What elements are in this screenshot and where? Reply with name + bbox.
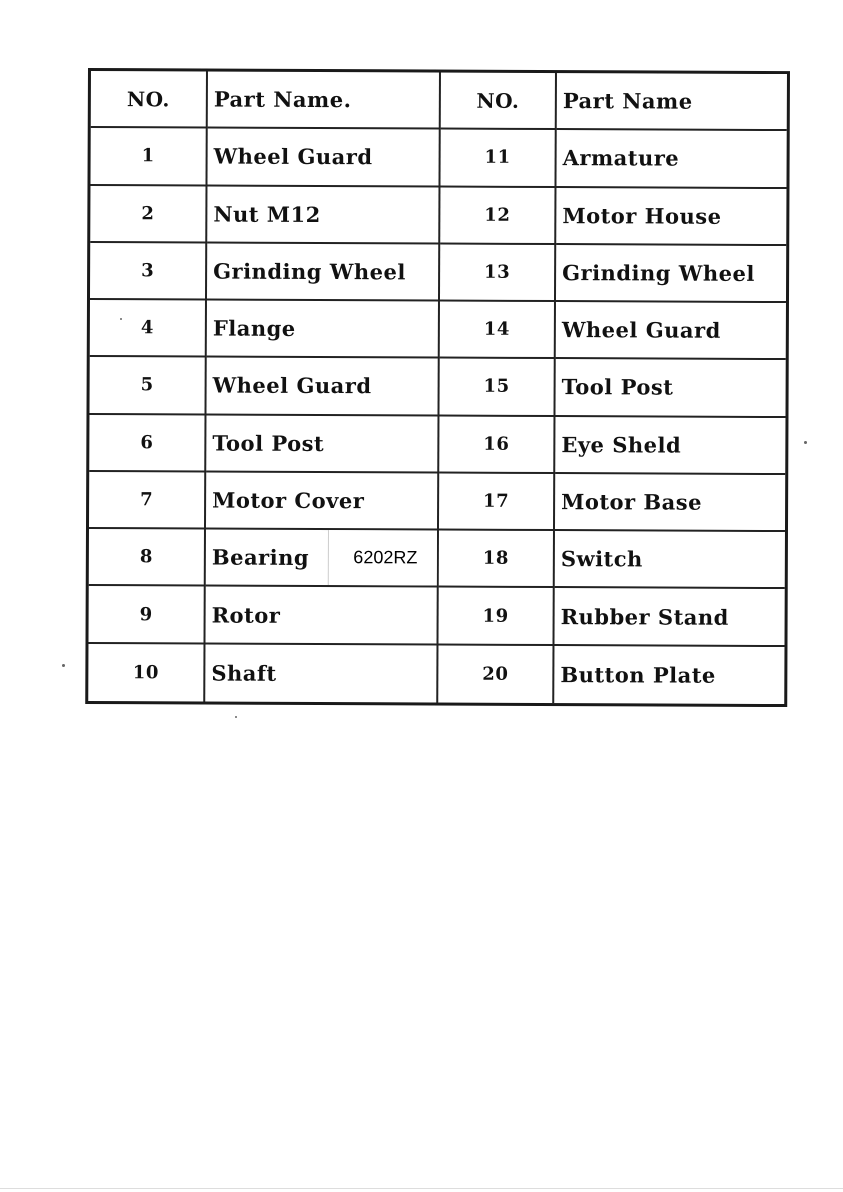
part-number: 7	[89, 472, 206, 530]
page-bottom-edge	[0, 1188, 843, 1189]
scan-speck	[120, 318, 122, 320]
scan-speck	[235, 716, 237, 718]
part-number: 12	[440, 187, 556, 245]
part-number: 14	[440, 302, 556, 360]
part-name: Nut M12	[207, 186, 440, 244]
header-part-name-right: Part Name	[557, 73, 787, 131]
part-name: Wheel Guard	[556, 302, 786, 360]
scan-speck	[804, 441, 807, 444]
part-number: 2	[90, 186, 207, 244]
part-name: Armature	[556, 130, 786, 188]
parts-list-table	[85, 68, 790, 707]
part-name: Grinding Wheel	[207, 243, 440, 301]
part-number: 15	[439, 359, 555, 417]
part-number: 19	[438, 588, 554, 646]
part-number: 5	[89, 357, 206, 415]
part-number: 11	[440, 130, 556, 188]
part-number: 10	[88, 644, 205, 702]
scan-speck	[62, 664, 65, 667]
part-name: Eye Sheld	[555, 417, 785, 475]
part-name: Grinding Wheel	[556, 245, 786, 303]
part-name: Rotor	[205, 587, 438, 645]
part-number: 17	[439, 473, 555, 531]
part-name: Motor Cover	[206, 472, 439, 530]
part-name: Motor Base	[555, 474, 785, 532]
part-name: Wheel Guard	[206, 358, 439, 416]
bearing-spec-label: 6202RZ	[328, 530, 439, 586]
part-name: Tool Post	[206, 415, 439, 473]
part-name: Button Plate	[560, 661, 716, 688]
header-part-name-left: Part Name.	[208, 72, 441, 130]
part-number: 3	[90, 243, 207, 301]
part-name: Tool Post	[555, 359, 785, 417]
header-no-right: NO.	[441, 73, 557, 131]
bearing-label: Bearing	[211, 544, 310, 571]
part-name	[206, 530, 439, 588]
part-number: 13	[440, 244, 556, 302]
part-name: Shaft	[205, 644, 438, 702]
header-no-left: NO.	[91, 71, 208, 129]
part-name: Wheel Guard	[207, 129, 440, 187]
part-number: 16	[439, 416, 555, 474]
part-name: Rubber Stand	[554, 588, 784, 646]
part-number: 8	[89, 529, 206, 587]
part-number: 1	[90, 128, 207, 186]
part-number: 4	[90, 300, 207, 358]
part-number: 20	[438, 645, 554, 703]
part-name: Motor House	[556, 188, 786, 246]
part-name: Switch	[555, 531, 785, 589]
part-number: 6	[89, 415, 206, 473]
bearing-name-wrap	[212, 530, 437, 586]
part-number: 9	[88, 586, 205, 644]
part-name: Flange	[207, 301, 440, 359]
part-number: 18	[439, 531, 555, 589]
